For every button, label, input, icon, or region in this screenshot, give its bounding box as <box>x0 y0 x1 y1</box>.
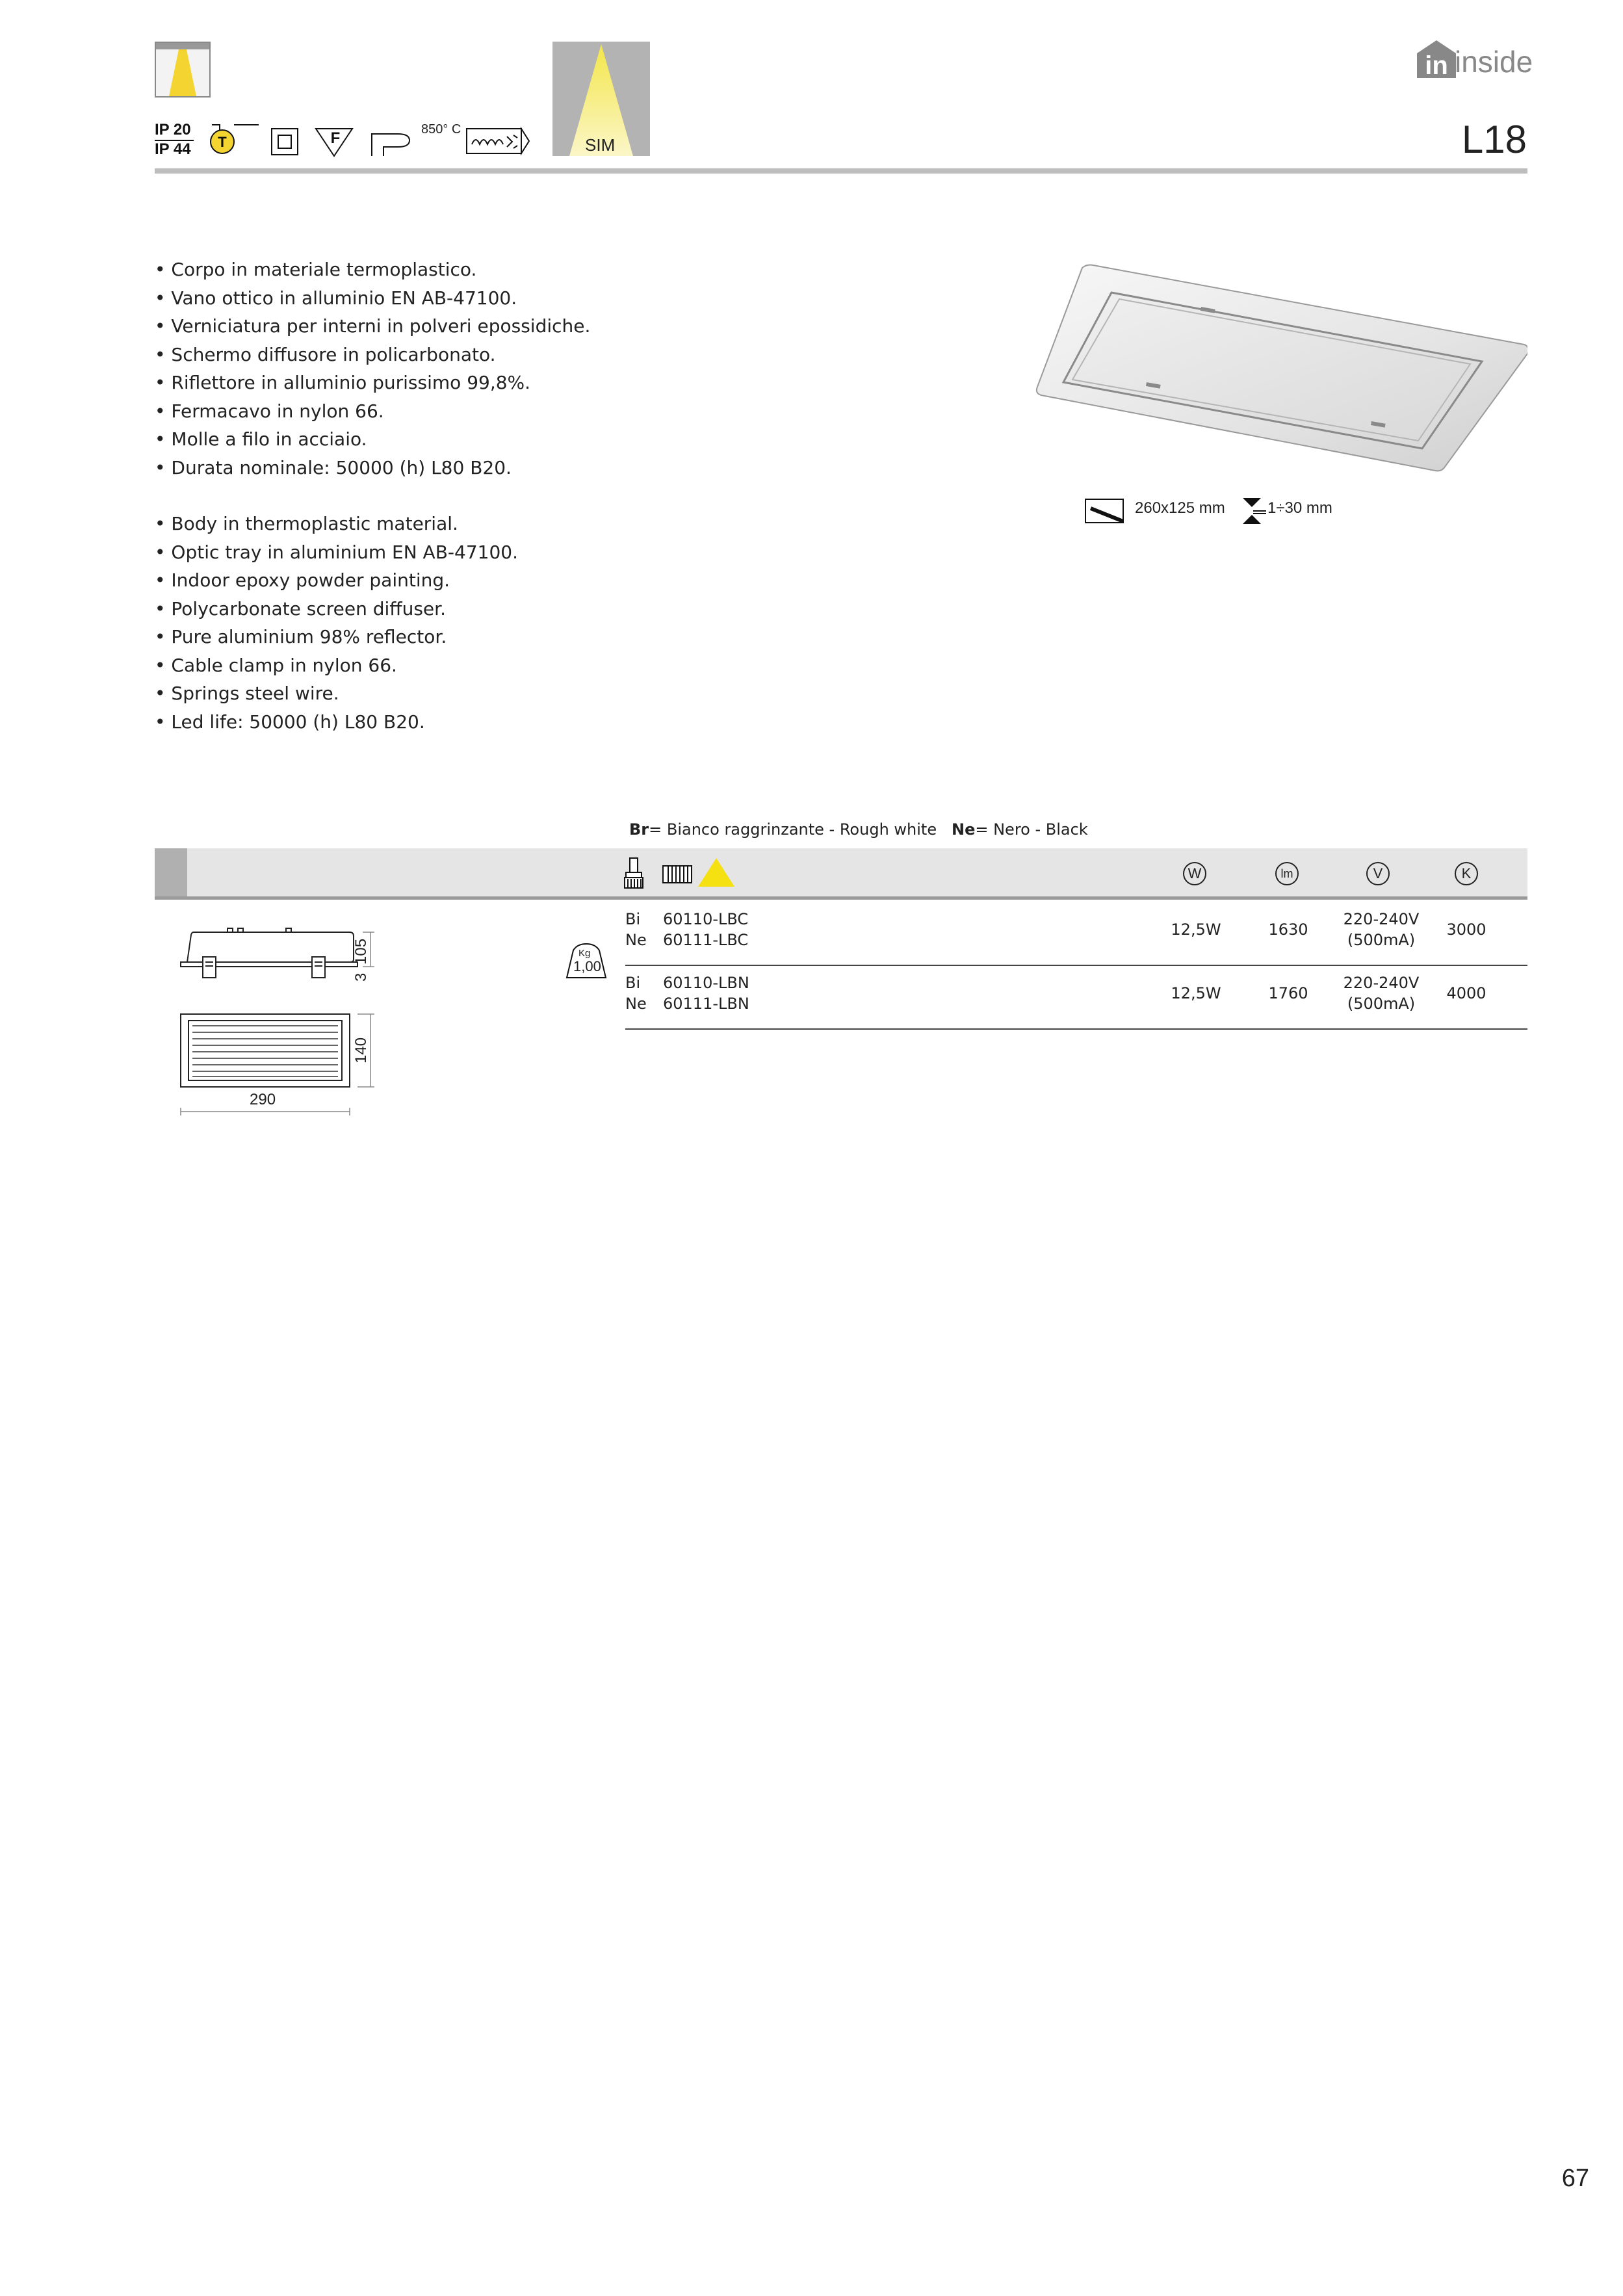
temp-rating: 850° C <box>421 122 461 137</box>
ip-rating-2: IP 44 <box>155 140 191 158</box>
lumen-icon: lm <box>1275 862 1299 885</box>
volt-icon: V <box>1366 862 1390 885</box>
light-beam-small-icon <box>155 42 211 98</box>
weight-unit: Kg <box>578 948 591 959</box>
feature-en-item: • Body in thermoplastic material. <box>155 513 458 534</box>
finish-code: Ne <box>625 995 647 1013</box>
brand-name: inside <box>1455 45 1533 79</box>
voltage: 220-240V <box>1343 910 1420 928</box>
header-rule <box>155 168 1527 174</box>
feature-it-item: • Fermacavo in nylon 66. <box>155 400 384 422</box>
feature-en-item: • Indoor epoxy powder painting. <box>155 569 450 591</box>
led-triangle-icon <box>697 857 736 891</box>
temperature-bulb-icon <box>207 121 261 161</box>
technical-drawing <box>175 926 390 1127</box>
beam-label: SIM <box>585 135 616 155</box>
feature-en-item: • Led life: 50000 (h) L80 B20. <box>155 711 425 733</box>
glow-wire-icon <box>369 121 419 161</box>
color-temperature: 4000 <box>1446 984 1487 1002</box>
table-header-rule <box>155 896 1527 900</box>
double-insulation-icon <box>270 127 299 159</box>
dim-width: 140 <box>352 1037 370 1063</box>
wattage: 12,5W <box>1171 920 1221 939</box>
finish-code: Bi <box>625 910 641 928</box>
feature-en-item: • Cable clamp in nylon 66. <box>155 654 397 676</box>
feature-it-item: • Riflettore in alluminio purissimo 99,8%. <box>155 372 531 393</box>
dim-height: 105 <box>352 938 370 965</box>
svg-text:T: T <box>218 134 227 150</box>
row-divider <box>625 1028 1527 1030</box>
model-code: L18 <box>1461 118 1527 161</box>
product-code: 60111-LBN <box>663 995 749 1013</box>
feature-it-item: • Schermo diffusore in policarbonato. <box>155 343 496 365</box>
led-module-icon <box>662 865 693 887</box>
finish-code: Bi <box>625 974 641 992</box>
product-code: 60110-LBC <box>663 910 749 928</box>
kelvin-icon: K <box>1455 862 1478 885</box>
cutout-size-icon <box>1084 497 1134 528</box>
voltage: 220-240V <box>1343 974 1420 992</box>
svg-text:F: F <box>330 129 341 147</box>
legend-ne-text: = Nero - Black <box>975 820 1088 839</box>
legend-br-text: = Bianco raggrinzante - Rough white <box>649 820 937 839</box>
feature-it-item: • Vano ottico in alluminio EN AB-47100. <box>155 287 517 309</box>
ceiling-thickness-icon <box>1241 497 1267 528</box>
weight-value: 1,00 <box>573 958 601 974</box>
finish-legend <box>629 820 1088 839</box>
driver-icon <box>465 126 530 159</box>
finish-brush-icon <box>623 857 645 892</box>
row-divider <box>625 965 1527 966</box>
feature-it-item: • Verniciatura per interni in polveri epossidiche. <box>155 315 591 337</box>
feature-en-item: • Springs steel wire. <box>155 683 339 704</box>
f-mark-icon <box>315 126 354 161</box>
product-photo <box>1033 259 1527 482</box>
svg-text:in: in <box>1425 51 1448 78</box>
table-header-accent <box>155 848 187 896</box>
brand-logo <box>1417 40 1533 81</box>
weight-badge <box>564 941 608 979</box>
features-english <box>155 510 518 736</box>
feature-en-item: • Pure aluminium 98% reflector. <box>155 626 447 647</box>
table-header-bar <box>155 848 1527 896</box>
feature-en-item: • Polycarbonate screen diffuser. <box>155 597 446 620</box>
product-code: 60110-LBN <box>663 974 749 992</box>
ceiling-thickness: 1÷30 mm <box>1267 499 1332 517</box>
lumen: 1760 <box>1268 984 1308 1002</box>
feature-it-item: • Durata nominale: 50000 (h) L80 B20. <box>155 456 512 478</box>
feature-it-item: • Corpo in materiale termoplastico. <box>155 259 477 280</box>
current: (500mA) <box>1347 931 1416 949</box>
legend-br-code: Br <box>629 820 649 839</box>
feature-it-item: • Molle a filo in acciaio. <box>155 428 367 450</box>
product-code: 60111-LBC <box>663 931 749 949</box>
beam-angle-icon <box>552 42 650 156</box>
wattage: 12,5W <box>1171 984 1221 1002</box>
dim-length: 290 <box>250 1091 276 1108</box>
legend-ne-code: Ne <box>951 820 976 839</box>
page-number: 67 <box>1561 2165 1589 2192</box>
current: (500mA) <box>1347 995 1416 1013</box>
ip-rating-1: IP 20 <box>155 121 191 138</box>
cutout-size: 260x125 mm <box>1135 499 1225 517</box>
feature-en-item: • Optic tray in aluminium EN AB-47100. <box>155 541 518 563</box>
finish-code: Ne <box>625 931 647 949</box>
dim-depth-small: 3 <box>352 972 370 982</box>
features-italian <box>155 255 590 482</box>
color-temperature: 3000 <box>1446 920 1487 939</box>
watt-icon: W <box>1183 862 1206 885</box>
lumen: 1630 <box>1268 920 1308 939</box>
